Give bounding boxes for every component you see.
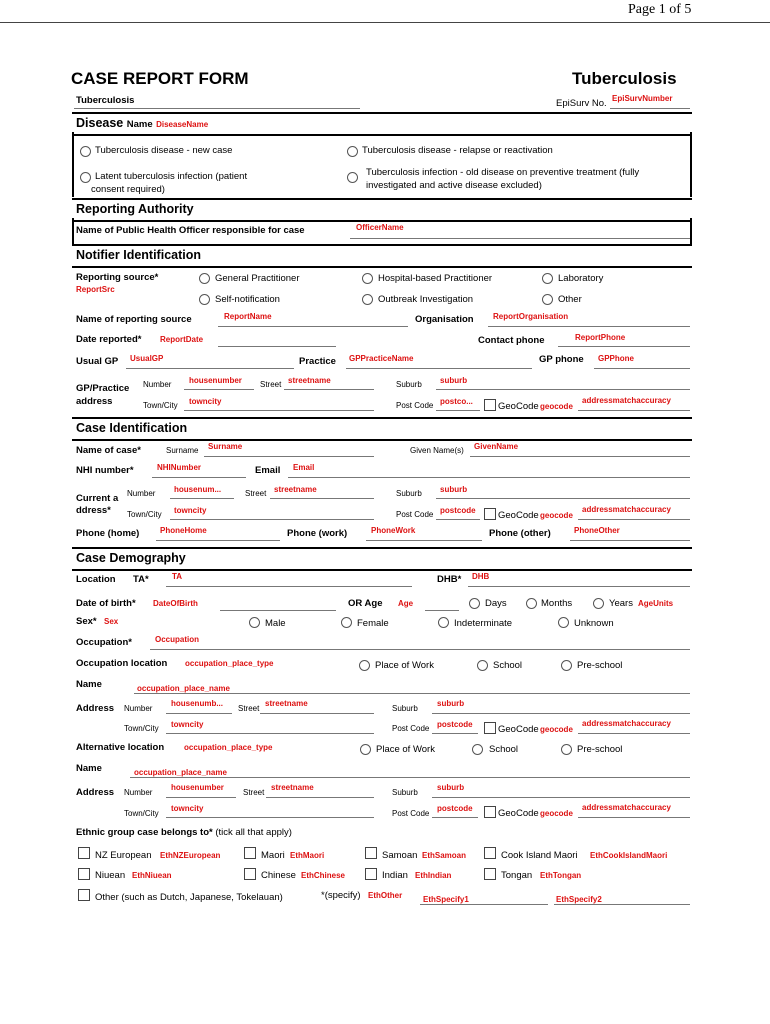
ethnic-hint: (tick all that apply) [215,827,292,838]
organisation-line [488,326,690,327]
practice-line [346,368,532,369]
contact-phone-field[interactable]: ReportPhone [575,333,626,342]
outbreak-label: Outbreak Investigation [378,294,474,305]
indian-field[interactable]: EthIndian [415,871,452,880]
alt-street-line [266,797,374,798]
date-reported-line [218,346,336,347]
date-reported-field[interactable]: ReportDate [160,335,204,344]
other-ethnic-checkbox[interactable] [78,889,90,901]
usual-gp-line [126,368,294,369]
alt-town-label: Town/City [124,809,159,818]
nz-european-field[interactable]: EthNZEuropean [160,851,221,860]
dhb-field[interactable]: DHB [472,572,490,581]
specify1-field[interactable]: EthSpecify1 [423,895,469,904]
organisation-label: Organisation [415,314,474,325]
page-number: Page 1 of 5 [628,2,692,17]
alt-postcode-line [432,817,478,818]
occ-number-label: Number [124,704,153,713]
right-border [690,132,692,197]
opt-old-disease-radio[interactable] [347,172,358,183]
occ-postcode-field[interactable]: postcode [437,720,473,729]
male-label: Male [265,618,286,629]
alt-preschool-radio[interactable] [561,744,572,755]
case-id-heading: Case Identification [76,421,188,435]
gp-postcode-line [436,410,480,411]
episurv-field[interactable]: EpiSurvNumber [612,94,673,103]
case-number-field[interactable]: housenum... [174,485,222,494]
alt-place-name-field[interactable]: occupation_place_name [134,768,227,777]
indian-label: Indian [382,870,408,881]
alt-suburb-label: Suburb [392,788,418,797]
email-label: Email [255,465,281,476]
gp-street-line [284,389,374,390]
gp-phone-line [594,368,690,369]
disease-section [72,112,692,136]
occ-place-of-work-radio[interactable] [359,660,370,671]
specify2-field[interactable]: EthSpecify2 [556,895,602,904]
phone-work-line [366,540,482,541]
days-radio[interactable] [469,598,480,609]
gp-town-label: Town/City [143,401,178,410]
email-field[interactable]: Email [293,463,315,472]
nhi-label: NHI number* [76,465,134,476]
alt-postcode-field[interactable]: postcode [437,804,473,813]
case-geocode-checkbox[interactable] [484,508,496,520]
unknown-radio[interactable] [558,617,569,628]
occ-street-label: Street [238,704,260,713]
occ-place-name-field[interactable]: occupation_place_name [137,684,230,693]
sub-disease-line [74,108,360,109]
dhb-line [468,586,690,587]
case-addressmatch-line [578,519,690,520]
gp-number-label: Number [143,380,172,389]
opt-latent-label1: Latent tuberculosis infection (patient [95,171,248,182]
chinese-field[interactable]: EthChinese [301,871,346,880]
age-field[interactable]: Age [398,599,414,608]
ta-field[interactable]: TA [172,572,183,581]
self-radio[interactable] [199,294,210,305]
case-number-label: Number [127,489,156,498]
outbreak-radio[interactable] [362,294,373,305]
occ-preschool-radio[interactable] [561,660,572,671]
occupation-location-field[interactable]: occupation_place_type [185,659,274,668]
niuean-checkbox[interactable] [78,868,90,880]
gp-geocode-label: GeoCode [498,401,539,412]
chinese-checkbox[interactable] [244,868,256,880]
occupation-field[interactable]: Occupation [155,635,200,644]
dob-line [220,610,336,611]
gp-postcode-label: Post Code [396,401,434,410]
occ-street-field[interactable]: streetname [265,699,308,708]
reporting-source-field[interactable]: ReportSrc [76,285,115,294]
alt-school-radio[interactable] [472,744,483,755]
nz-european-label: NZ European [95,850,152,861]
report-name-field[interactable]: ReportName [224,312,272,321]
years-radio[interactable] [593,598,604,609]
alt-addressmatch-field[interactable]: addressmatchaccuracy [582,803,671,812]
left-border [72,218,74,244]
episurv-line [610,108,690,109]
occ-suburb-field[interactable]: suburb [437,699,465,708]
phone-other-line [570,540,690,541]
maori-checkbox[interactable] [244,847,256,859]
alt-postcode-label: Post Code [392,809,430,818]
occ-number-field[interactable]: housenumb... [171,699,223,708]
occ-geocode-checkbox[interactable] [484,722,496,734]
surname-line [204,456,374,457]
alt-school-label: School [489,744,519,755]
opt-old-disease-label1: Tuberculosis infection - old disease on preventive treatment (fully [366,167,640,178]
ta-line [166,586,412,587]
phone-work-field[interactable]: PhoneWork [371,526,416,535]
opt-new-case-radio[interactable] [80,146,91,157]
report-name-label: Name of reporting source [76,314,192,325]
occ-school-label: School [493,660,523,671]
officer-field[interactable]: OfficerName [356,223,404,232]
case-postcode-label: Post Code [396,510,434,519]
samoan-label: Samoan [382,850,418,861]
reporting-source-label: Reporting source* [76,272,159,283]
occ-addressmatch-line [578,733,690,734]
header-rule [0,22,770,23]
demography-section [72,547,692,571]
tongan-field[interactable]: EthTongan [540,871,582,880]
other-radio[interactable] [542,294,553,305]
gp-street-field[interactable]: streetname [288,376,331,385]
nhi-field[interactable]: NHINumber [157,463,202,472]
occupation-location-label: Occupation location [76,658,168,669]
other-ethnic-field[interactable]: EthOther [368,891,403,900]
male-radio[interactable] [249,617,260,628]
officer-label: Name of Public Health Officer responsible for case [76,225,305,236]
nz-european-checkbox[interactable] [78,847,90,859]
occupation-line [150,649,690,650]
opt-old-disease-label2: investigated and active disease excluded) [366,180,542,191]
form-title: CASE REPORT FORM [71,69,249,88]
notifier-section [72,244,692,268]
ta-label: TA* [133,574,149,585]
authority-heading: Reporting Authority [76,202,194,216]
occ-geocode-label: GeoCode [498,724,539,735]
alt-address-label: Address [76,787,115,798]
alt-location-label: Alternative location [76,742,165,753]
current-address-label2: ddress* [76,505,111,516]
demography-heading: Case Demography [76,551,186,565]
months-radio[interactable] [526,598,537,609]
sex-field[interactable]: Sex [104,617,119,626]
alt-suburb-line [432,797,690,798]
gp-addressmatch-field[interactable]: addressmatchaccuracy [582,396,671,405]
gp-number-field[interactable]: housenumber [189,376,242,385]
gp-addressmatch-line [578,410,690,411]
alt-location-field[interactable]: occupation_place_type [184,743,273,752]
cook-island-checkbox[interactable] [484,847,496,859]
case-town-field[interactable]: towncity [174,506,207,515]
occ-place-of-work-label: Place of Work [375,660,434,671]
surname-label: Surname [166,446,199,455]
case-geocode-label: GeoCode [498,510,539,521]
months-label: Months [541,598,573,609]
alt-number-field[interactable]: housenumber [171,783,224,792]
lab-label: Laboratory [558,273,604,284]
dob-field[interactable]: DateOfBirth [153,599,198,608]
gp-postcode-field[interactable]: postco... [440,397,473,406]
case-number-line [170,498,234,499]
gp-number-line [184,389,254,390]
occ-street-line [260,713,374,714]
samoan-checkbox[interactable] [365,847,377,859]
occ-name-label: Name [76,679,102,690]
niuean-field[interactable]: EthNiuean [132,871,172,880]
case-addressmatch-field[interactable]: addressmatchaccuracy [582,505,671,514]
alt-geocode-label: GeoCode [498,808,539,819]
opt-relapse-radio[interactable] [347,146,358,157]
gp-address-label1: GP/Practice [76,383,130,394]
gp-address-label2: address [76,396,113,407]
gp-geocode-checkbox[interactable] [484,399,496,411]
report-name-line [218,326,408,327]
nhi-line [152,477,246,478]
organisation-field[interactable]: ReportOrganisation [493,312,569,321]
specify1-line [420,904,548,905]
chinese-label: Chinese [261,870,296,881]
episurv-label: EpiSurv No. [556,98,607,109]
case-postcode-line [436,519,480,520]
given-name-line [470,456,690,457]
disease-title: Tuberculosis [572,69,677,88]
specify2-line [554,904,690,905]
hospital-radio[interactable] [362,273,373,284]
self-label: Self-notification [215,294,280,305]
gp-town-line [184,410,374,411]
age-units-field[interactable]: AgeUnits [638,599,674,608]
practice-label: Practice [299,356,336,367]
phone-other-label: Phone (other) [489,528,551,539]
tongan-checkbox[interactable] [484,868,496,880]
case-street-field[interactable]: streetname [274,485,317,494]
indeterminate-radio[interactable] [438,617,449,628]
opt-latent-label2: consent required) [91,184,165,195]
occ-suburb-line [432,713,690,714]
age-line [425,610,459,611]
officer-line [350,238,690,239]
years-label: Years [609,598,633,609]
gp-phone-field[interactable]: GPPhone [598,354,635,363]
occ-suburb-label: Suburb [392,704,418,713]
occ-geocode-field[interactable]: geocode [540,725,573,734]
alt-place-of-work-radio[interactable] [360,744,371,755]
cook-island-label: Cook Island Maori [501,850,578,861]
ethnic-label: Ethnic group case belongs to* [76,827,213,838]
occ-postcode-line [432,733,478,734]
alt-street-label: Street [243,788,265,797]
occ-postcode-label: Post Code [392,724,430,733]
gp-label: General Practitioner [215,273,300,284]
cook-island-field[interactable]: EthCookIslandMaori [590,851,668,860]
phone-other-field[interactable]: PhoneOther [574,526,620,535]
case-street-line [270,498,374,499]
case-suburb-label: Suburb [396,489,422,498]
alt-street-field[interactable]: streetname [271,783,314,792]
given-name-label: Given Name(s) [410,446,464,455]
specify-label: *(specify) [321,890,361,901]
samoan-field[interactable]: EthSamoan [422,851,467,860]
usual-gp-field[interactable]: UsualGP [130,354,164,363]
alt-town-field[interactable]: towncity [171,804,204,813]
alt-geocode-field[interactable]: geocode [540,809,573,818]
surname-field[interactable]: Surname [208,442,243,451]
sub-disease: Tuberculosis [76,95,135,106]
occ-number-line [166,713,232,714]
opt-latent-radio[interactable] [80,172,91,183]
gp-phone-label: GP phone [539,354,584,365]
case-geocode-field[interactable]: geocode [540,511,573,520]
usual-gp-label: Usual GP [76,356,119,367]
occ-addressmatch-field[interactable]: addressmatchaccuracy [582,719,671,728]
indeterminate-label: Indeterminate [454,618,513,629]
case-postcode-field[interactable]: postcode [440,506,476,515]
maori-field[interactable]: EthMaori [290,851,325,860]
other-label: Other [558,294,582,305]
alt-name-label: Name [76,763,102,774]
tongan-label: Tongan [501,870,533,881]
alt-suburb-field[interactable]: suburb [437,783,465,792]
contact-phone-label: Contact phone [478,335,545,346]
gp-street-label: Street [260,380,282,389]
current-address-label1: Current a [76,493,119,504]
gp-geocode-field[interactable]: geocode [540,402,573,411]
date-reported-label: Date reported* [76,334,142,345]
case-suburb-line [436,498,690,499]
case-town-label: Town/City [127,510,162,519]
alt-number-label: Number [124,788,153,797]
email-line [288,477,690,478]
authority-section [72,198,692,222]
left-border [72,132,74,197]
phone-home-line [156,540,280,541]
alt-preschool-label: Pre-school [577,744,623,755]
alt-addressmatch-line [578,817,690,818]
alt-place-name-line [130,777,690,778]
occ-town-field[interactable]: towncity [171,720,204,729]
alt-place-of-work-label: Place of Work [376,744,435,755]
occupation-label: Occupation* [76,637,132,648]
gp-suburb-field[interactable]: suburb [440,376,468,385]
case-suburb-field[interactable]: suburb [440,485,468,494]
dob-label: Date of birth* [76,598,136,609]
sex-label: Sex* [76,616,97,627]
niuean-label: Niuean [95,870,126,881]
indian-checkbox[interactable] [365,868,377,880]
female-radio[interactable] [341,617,352,628]
phone-home-field[interactable]: PhoneHome [160,526,207,535]
occ-address-label: Address [76,703,115,714]
occ-town-label: Town/City [124,724,159,733]
gp-radio[interactable] [199,273,210,284]
gp-town-field[interactable]: towncity [189,397,222,406]
disease-name-field[interactable]: DiseaseName [156,120,209,129]
case-name-label: Name of case* [76,445,141,456]
occ-town-line [166,733,374,734]
contact-phone-line [558,346,690,347]
occ-preschool-label: Pre-school [577,660,623,671]
occ-school-radio[interactable] [477,660,488,671]
disease-name-label: Name [126,119,153,130]
unknown-label: Unknown [574,618,614,629]
given-name-field[interactable]: GivenName [474,442,519,451]
occ-place-name-line [134,693,690,694]
gp-suburb-line [436,389,690,390]
case-town-line [170,519,374,520]
case-id-section [72,417,692,441]
maori-label: Maori [261,850,285,861]
phone-work-label: Phone (work) [287,528,348,539]
dhb-label: DHB* [437,574,462,585]
alt-geocode-checkbox[interactable] [484,806,496,818]
right-border [690,218,692,244]
phone-home-label: Phone (home) [76,528,140,539]
hospital-label: Hospital-based Practitioner [378,273,493,284]
disease-heading: Disease [76,116,124,130]
lab-radio[interactable] [542,273,553,284]
notifier-heading: Notifier Identification [76,248,201,262]
alt-number-line [166,797,236,798]
other-ethnic-label: Other (such as Dutch, Japanese, Tokelauan) [95,892,283,903]
alt-town-line [166,817,374,818]
female-label: Female [357,618,389,629]
ethnic-label-line [76,827,292,838]
location-label: Location [76,574,116,585]
gp-suburb-label: Suburb [396,380,422,389]
opt-relapse-label: Tuberculosis disease - relapse or reactivation [362,145,553,156]
case-street-label: Street [245,489,267,498]
opt-new-case-label: Tuberculosis disease - new case [95,145,233,156]
or-age-label: OR Age [348,598,383,609]
days-label: Days [485,598,507,609]
practice-field[interactable]: GPPracticeName [349,354,414,363]
